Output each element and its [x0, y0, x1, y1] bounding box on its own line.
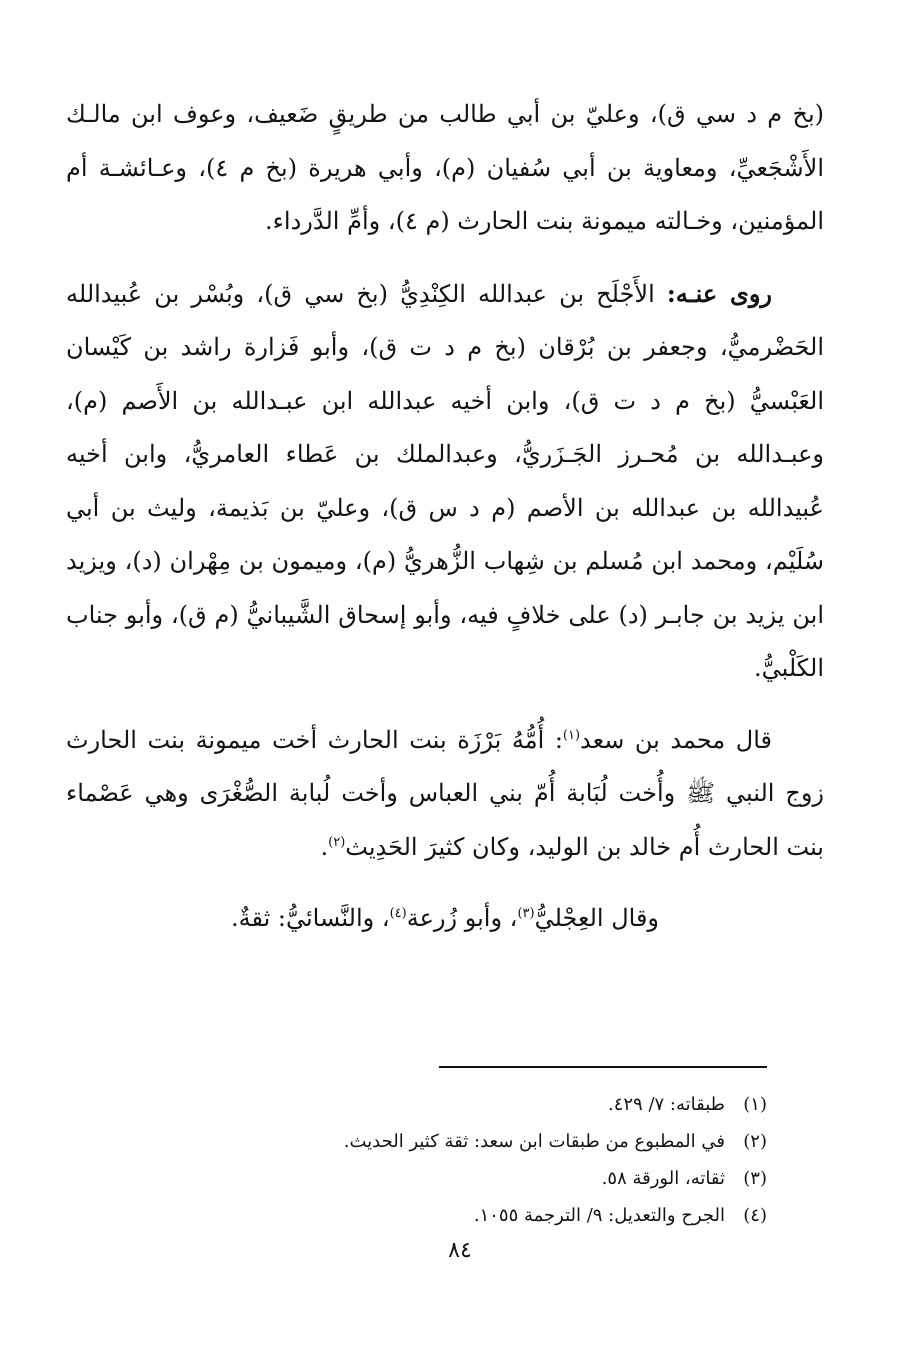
page-number: ٨٤: [448, 1238, 472, 1263]
footnote-ref-1[interactable]: (١): [562, 727, 581, 743]
footnote-item: [127, 1160, 767, 1197]
footnote-text: في المطبوع من طبقات ابن سعد: ثقة كثير الحديث.: [343, 1131, 725, 1152]
footnote-item: [127, 1197, 767, 1234]
footnote-text: ثقاته، الورقة ٥٨.: [601, 1168, 725, 1189]
thiqa-part-2: ، وأبو زُرعة: [406, 904, 518, 932]
footnote-ref-2[interactable]: (٢): [328, 834, 346, 850]
ibn-saad-end: .: [320, 832, 329, 861]
students-heading: روى عنـه:: [666, 278, 773, 308]
footnote-text: الجرح والتعديل: ٩/ الترجمة ١٠٥٥.: [473, 1205, 725, 1226]
paragraph-ibn-saad: [66, 714, 824, 875]
main-text: [66, 88, 824, 946]
paragraph-gap: [66, 874, 824, 892]
paragraph-thiqa: [66, 892, 824, 946]
footnote-number: (٣): [743, 1168, 767, 1189]
thiqa-part-1: وقال العِجْليُّ: [534, 904, 660, 932]
ibn-saad-quote: : أُمُّهُ بَرْزَة بنت الحارث أخت ميمونة بنت الحارث زوج النبي ﷺ وأُخت لُبَابة أُمّ بني العباس وأخت لُبابة الصُّغْرَى وهي عَصْماء بنت الحارث أُم خالد بن الوليد، وكان كثيرَ الحَدِيث: [66, 725, 824, 861]
footnotes: [127, 1086, 767, 1234]
paragraph-gap: [66, 249, 824, 267]
paragraph-teachers: [66, 88, 824, 249]
paragraph-students-text: الأَجْلَح بن عبدالله الكِنْدِيُّ (بخ سي ق)، وبُسْر بن عُبيدالله الحَضْرميُّ، وجعفر بن بُرْقان (بخ م د ت ق)، وأبو فَزارة راشد بن كَيْسان العَبْسيُّ (بخ م د ت ق)، وابن أخيه عبدالله ابن عبـدالله بن الأَصم (م)، وعبـدالله بن مُحـرز الجَـزَريُّ، وعبدالملك بن عَطاء العامريُّ، وابن أخيه عُبيدالله بن عبدالله بن الأصم (م د س ق)، وعليّ بن بَذيمة، وليث بن أبي سُلَيْم، ومحمد ابن مُسلم بن شِهاب الزُّهريُّ (م)، وميمون بن مِهْران (د)، ويزيد ابن يزيد بن جابـر (د) على خلافٍ فيه، وأبو إسحاق الشَّيبانيُّ (م ق)، وأبو جناب الكَلْبيُّ.: [66, 279, 824, 682]
footnote-number: (٢): [743, 1131, 767, 1152]
paragraph-students: [66, 267, 824, 696]
footnote-number: (٤): [743, 1205, 767, 1226]
thiqa-part-3: ، والنَّسائيُّ: ثقةٌ.: [230, 904, 390, 932]
footnote-item: [127, 1123, 767, 1160]
paragraph-teachers-text: (بخ م د سي ق)، وعليّ بن أبي طالب من طريقٍ ضَعيف، وعوف ابن مالـك الأَشْجَعيِّ، ومعاوية بن أبي سُفيان (م)، وأبي هريرة (بخ م ٤)، وعـائشـة أم المؤمنين، وخـالته ميمونة بنت الحارث (م ٤)، وأمِّ الدَّرداء.: [66, 100, 824, 235]
footnote-item: [127, 1086, 767, 1123]
footnote-separator: [439, 1066, 767, 1068]
footnote-ref-3[interactable]: (٣): [517, 906, 535, 921]
footnote-number: (١): [743, 1094, 767, 1115]
ibn-saad-intro: قال محمد بن سعد: [580, 725, 772, 754]
footnote-text: طبقاته: ٧/ ٤٢٩.: [607, 1094, 725, 1115]
footnote-ref-4[interactable]: (٤): [389, 906, 407, 921]
paragraph-gap: [66, 696, 824, 714]
